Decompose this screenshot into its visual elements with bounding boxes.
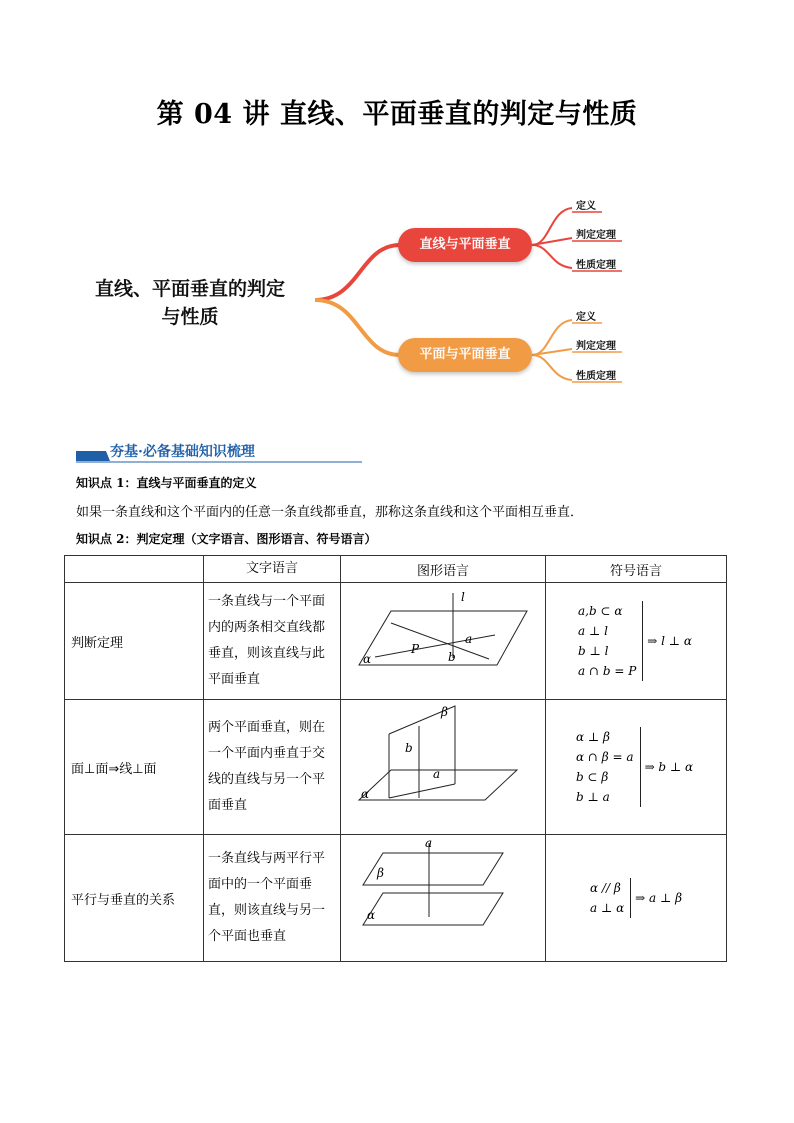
sym-line: a,b ⊂ α <box>578 604 623 618</box>
mindmap-root <box>70 275 310 331</box>
row-text: 两个平面垂直，则在一个平面内垂直于交线的直线与另一个平面垂直 <box>204 700 341 835</box>
figure-parallel-planes <box>341 835 546 962</box>
sym-line: α ⊥ β <box>576 730 610 744</box>
sym-line: a ∩ b = P <box>578 664 637 678</box>
knowledge-point-1-text: 如果一条直线和这个平面内的任意一条直线都垂直，那称这条直线和这个平面相互垂直． <box>76 505 584 520</box>
fig-label: α <box>367 908 376 922</box>
mindmap-leaf: 定义 <box>576 201 596 212</box>
page-title: 第 04 讲 直线、平面垂直的判定与性质 <box>156 99 638 130</box>
fig-label: α <box>361 787 370 801</box>
table-row <box>65 583 727 700</box>
theorem-table <box>64 555 727 962</box>
knowledge-point-2-label: 知识点 2：判定定理（文字语言、图形语言、符号语言） <box>76 532 377 546</box>
mindmap-root-line1: 直线、平面垂直的判定 <box>94 278 285 300</box>
mindmap-leaf: 判定定理 <box>576 341 616 352</box>
mindmap-leaf: 性质定理 <box>576 371 616 382</box>
sym-line: a ⊥ l <box>578 624 608 638</box>
row-name: 平行与垂直的关系 <box>65 835 204 962</box>
sym-result: ⇒ a ⊥ β <box>635 891 683 905</box>
table-header: 文字语言 <box>204 556 341 583</box>
knowledge-point-1-label: 知识点 1：直线与平面垂直的定义 <box>76 476 257 490</box>
fig-label: b <box>405 741 413 755</box>
fig-label: b <box>448 650 456 664</box>
table-header <box>65 556 204 583</box>
sym-line: α ∩ β = a <box>576 750 634 764</box>
fig-label: α <box>363 652 372 666</box>
fig-label: a <box>433 767 441 781</box>
table-header: 符号语言 <box>546 556 727 583</box>
table-row <box>65 700 727 835</box>
mindmap-root-line2: 与性质 <box>161 306 219 328</box>
mindmap-leaf: 性质定理 <box>576 260 616 271</box>
sym-line: b ⊂ β <box>576 770 609 784</box>
row-name: 面⊥面⇒线⊥面 <box>65 700 204 835</box>
mindmap-branch-line-plane: 直线与平面垂直 <box>398 228 532 262</box>
mindmap-leaf: 定义 <box>576 312 596 323</box>
row-text: 一条直线与两平行平面中的一个平面垂直，则该直线与另一个平面也垂直 <box>204 835 341 962</box>
section-title: 夯基·必备基础知识梳理 <box>110 444 255 460</box>
sym-line: b ⊥ l <box>578 644 609 658</box>
sym-line: a ⊥ α <box>590 901 625 915</box>
fig-label: β <box>377 866 384 880</box>
row-symbolic <box>546 583 727 700</box>
sym-result: ⇒ b ⊥ α <box>644 760 694 774</box>
table-header: 图形语言 <box>341 556 546 583</box>
fig-label: l <box>461 590 465 604</box>
fig-label: P <box>411 642 420 656</box>
figure-line-perpendicular-plane <box>341 583 546 700</box>
mindmap-connectors <box>0 0 794 420</box>
fig-label: a <box>465 632 473 646</box>
table-row <box>65 835 727 962</box>
sym-result: ⇒ l ⊥ α <box>647 634 693 648</box>
mindmap-leaf: 判定定理 <box>576 230 616 241</box>
fig-label: β <box>441 705 448 719</box>
sym-line: α // β <box>590 881 621 895</box>
row-symbolic <box>546 700 727 835</box>
row-name: 判断定理 <box>65 583 204 700</box>
row-text: 一条直线与一个平面内的两条相交直线都垂直，则该直线与此平面垂直 <box>204 583 341 700</box>
row-symbolic <box>546 835 727 962</box>
figure-plane-perpendicular-plane <box>341 700 546 835</box>
table-header-row <box>65 556 727 583</box>
sym-line: b ⊥ a <box>576 790 610 804</box>
mindmap-branch-plane-plane: 平面与平面垂直 <box>398 338 532 372</box>
fig-label: a <box>425 836 433 850</box>
